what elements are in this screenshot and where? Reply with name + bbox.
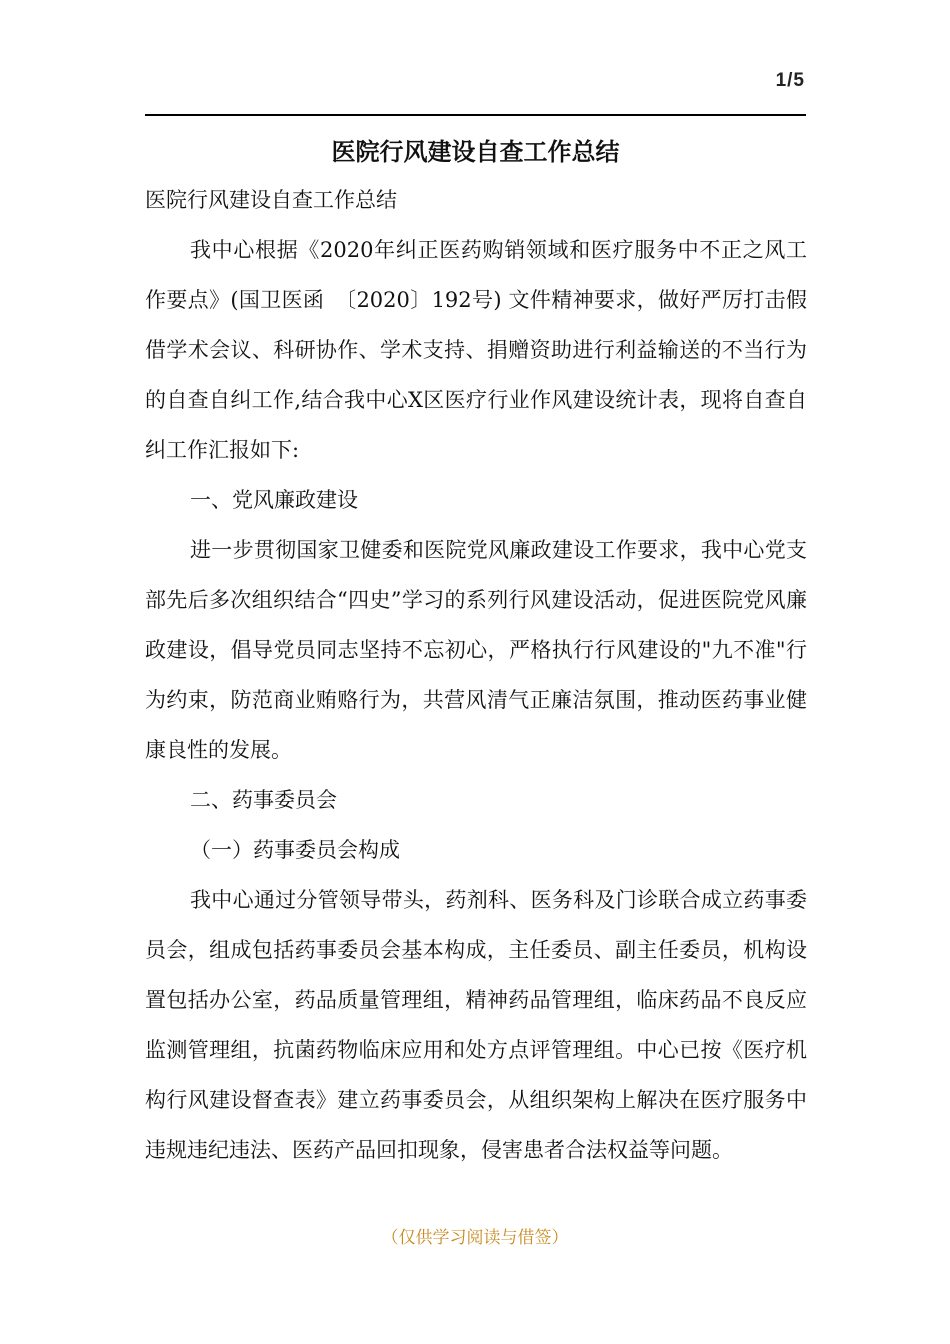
composition-paragraph: 我中心通过分管领导带头，药剂科、医务科及门诊联合成立药事委员会，组成包括药事委员会基本构成，主任委员、副主任委员，机构设置包括办公室，药品质量管理组，精神药品管理组，临床药品不良反应监测管理组，抗菌药物临床应用和处方点评管理组。中心已按《医疗机构行风建设督查表》建立药事委员会，从组织架构上解决在医疗服务中违规违纪违法、医药产品回扣现象，侵害患者合法权益等问题。 bbox=[145, 888, 807, 1162]
subtitle-paragraph: 医院行风建设自查工作总结 bbox=[145, 188, 397, 212]
footer-note: （仅供学习阅读与借签） bbox=[381, 1228, 569, 1248]
party-paragraph: 进一步贯彻国家卫健委和医院党风廉政建设工作要求，我中心党支部先后多次组织结合“四史”学习的系列行风建设活动，促进医院党风廉政建设，倡导党员同志坚持不忘初心，严格执行行风建设的"九不准"行为约束，防范商业贿赂行为，共营风清气正廉洁氛围，推动医药事业健康良性的发展。 bbox=[145, 538, 807, 762]
section-heading-party: 一、党风廉政建设 bbox=[190, 488, 358, 512]
document-title: 医院行风建设自查工作总结 bbox=[331, 137, 620, 166]
section-heading-pharmacy: 二、药事委员会 bbox=[190, 788, 337, 812]
header-rule bbox=[145, 114, 806, 116]
page-number: 1/5 bbox=[775, 70, 805, 91]
document-body bbox=[145, 175, 807, 1175]
intro-paragraph: 我中心根据《2020年纠正医药购销领域和医疗服务中不正之风工作要点》(国卫医函 〔2020〕192号) 文件精神要求，做好严厉打击假借学术会议、科研协作、学术支持、捐赠资助进行利益输送的不当行为的自查自纠工作,结合我中心X区医疗行业作风建设统计表，现将自查自纠工作汇报如下: bbox=[145, 238, 807, 462]
subsection-heading-composition: （一）药事委员会构成 bbox=[190, 838, 400, 862]
